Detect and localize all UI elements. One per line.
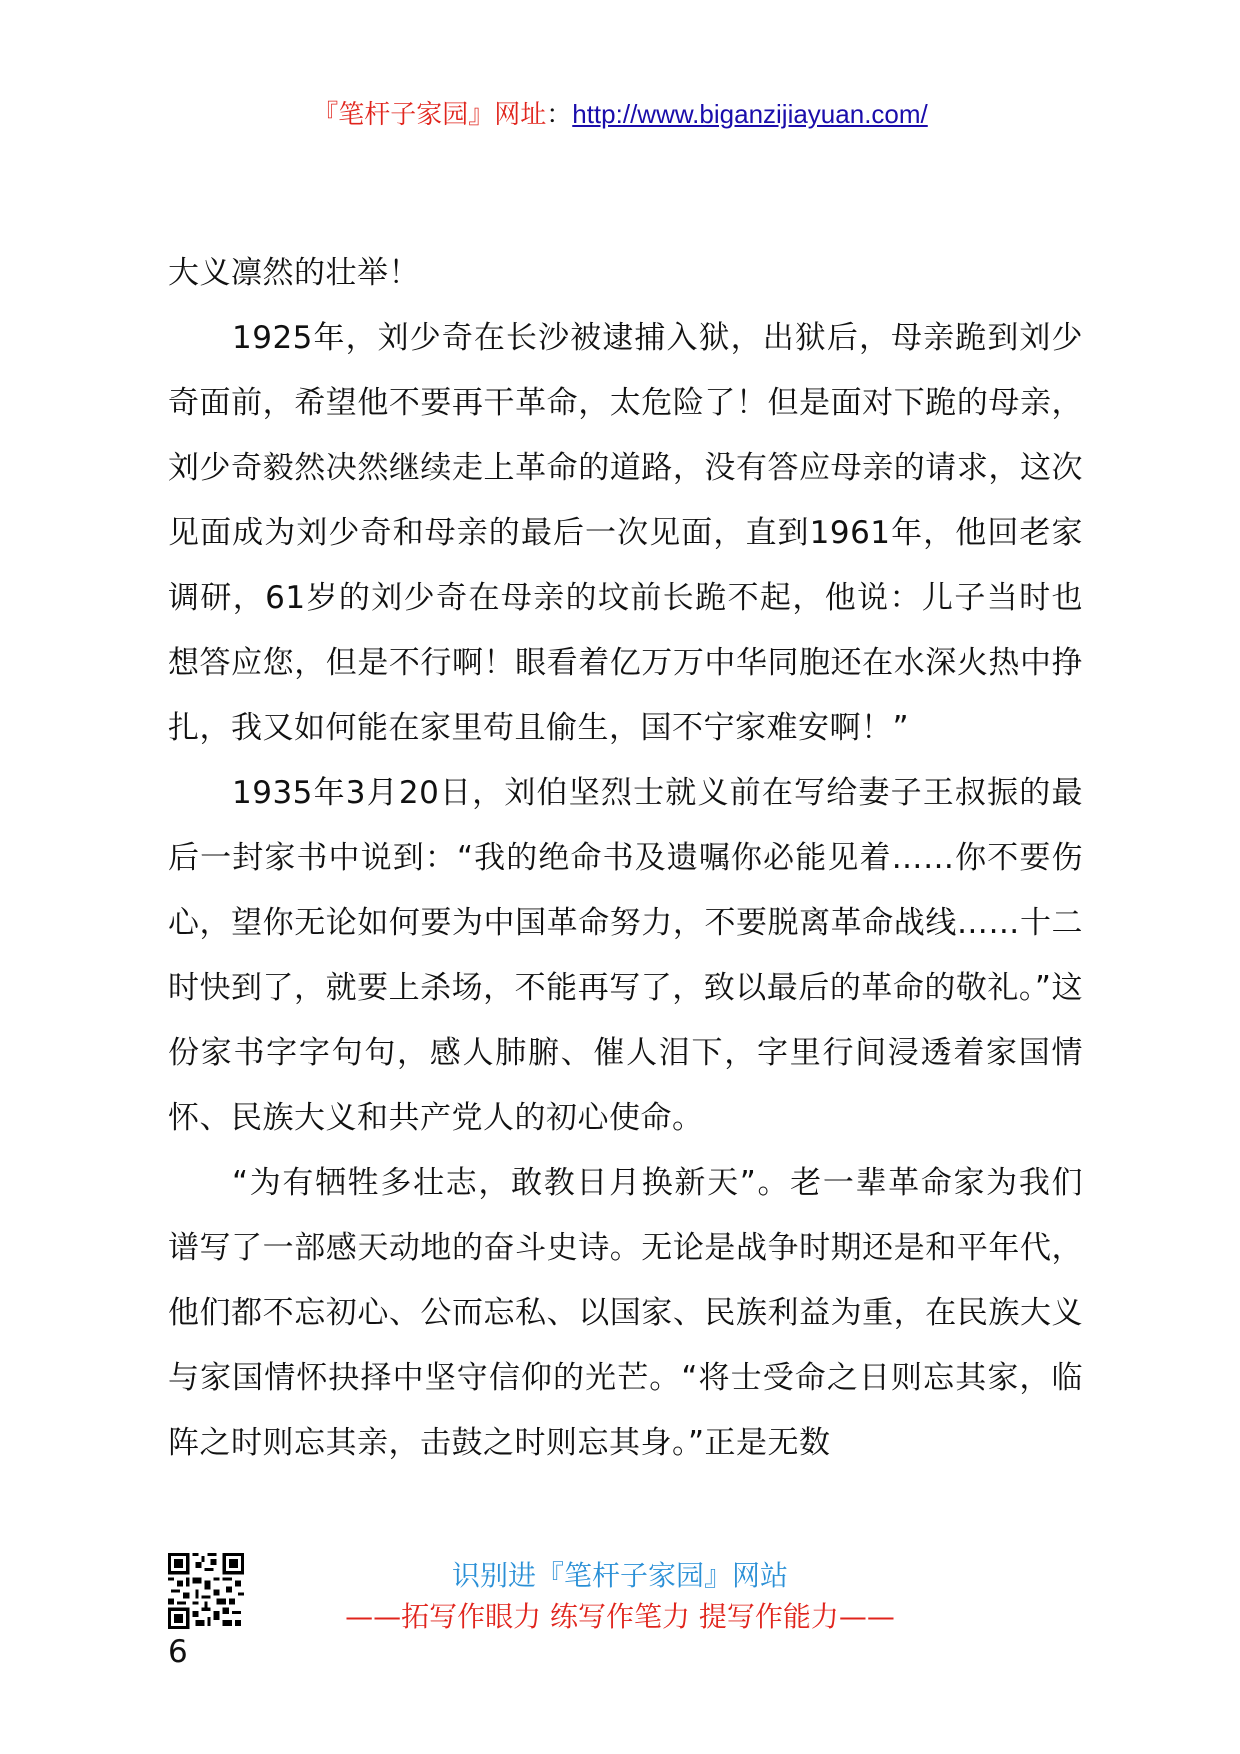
page-header bbox=[0, 96, 1240, 133]
footer-qr-caption: 识别进『笔杆子家园』网站 bbox=[451, 1559, 788, 1592]
paragraph: 1925年，刘少奇在长沙被逮捕入狱，出狱后，母亲跪到刘少奇面前，希望他不要再干革命，太危险了！但是面对下跪的母亲，刘少奇毅然决然继续走上革命的道路，没有答应母亲的请求，这次见面成为刘少奇和母亲的最后一次见面，直到1961年，他回老家调研，61岁的刘少奇在母亲的坟前长跪不起，他说：儿子当时也想答应您，但是不行啊！眼看着亿万万中华同胞还在水深火热中挣扎，我又如何能在家里苟且偷生，国不宁家难安啊！” bbox=[168, 320, 1083, 746]
page-number: 6 bbox=[168, 1634, 188, 1670]
footer-slogan: ——拓写作眼力 练写作笔力 提写作能力—— bbox=[345, 1600, 895, 1633]
site-brand: 『笔杆子家园』网址 bbox=[312, 100, 547, 130]
paragraph: “为有牺牲多壮志，敢教日月换新天”。老一辈革命家为我们谱写了一部感天动地的奋斗史诗。无论是战争时期还是和平年代，他们都不忘初心、公而忘私、以国家、民族利益为重，在民族大义与家国情怀抉择中坚守信仰的光芒。“将士受命之日则忘其家，临阵之时则忘其亲，击鼓之时则忘其身。”正是无数 bbox=[168, 1165, 1083, 1461]
header-separator: ： bbox=[546, 100, 573, 130]
site-url-link[interactable]: http://www.biganzijiayuan.com/ bbox=[572, 99, 928, 129]
paragraph: 大义凛然的壮举！ bbox=[168, 255, 420, 291]
paragraph: 1935年3月20日，刘伯坚烈士就义前在写给妻子王叔振的最后一封家书中说到：“我的绝命书及遗嘱你必能见着……你不要伤心，望你无论如何要为中国革命努力，不要脱离革命战线……十二时快到了，就要上杀场，不能再写了，致以最后的革命的敬礼。”这份家书字字句句，感人肺腑、催人泪下，字里行间浸透着家国情怀、民族大义和共产党人的初心使命。 bbox=[168, 775, 1083, 1136]
document-body bbox=[168, 241, 1083, 1476]
